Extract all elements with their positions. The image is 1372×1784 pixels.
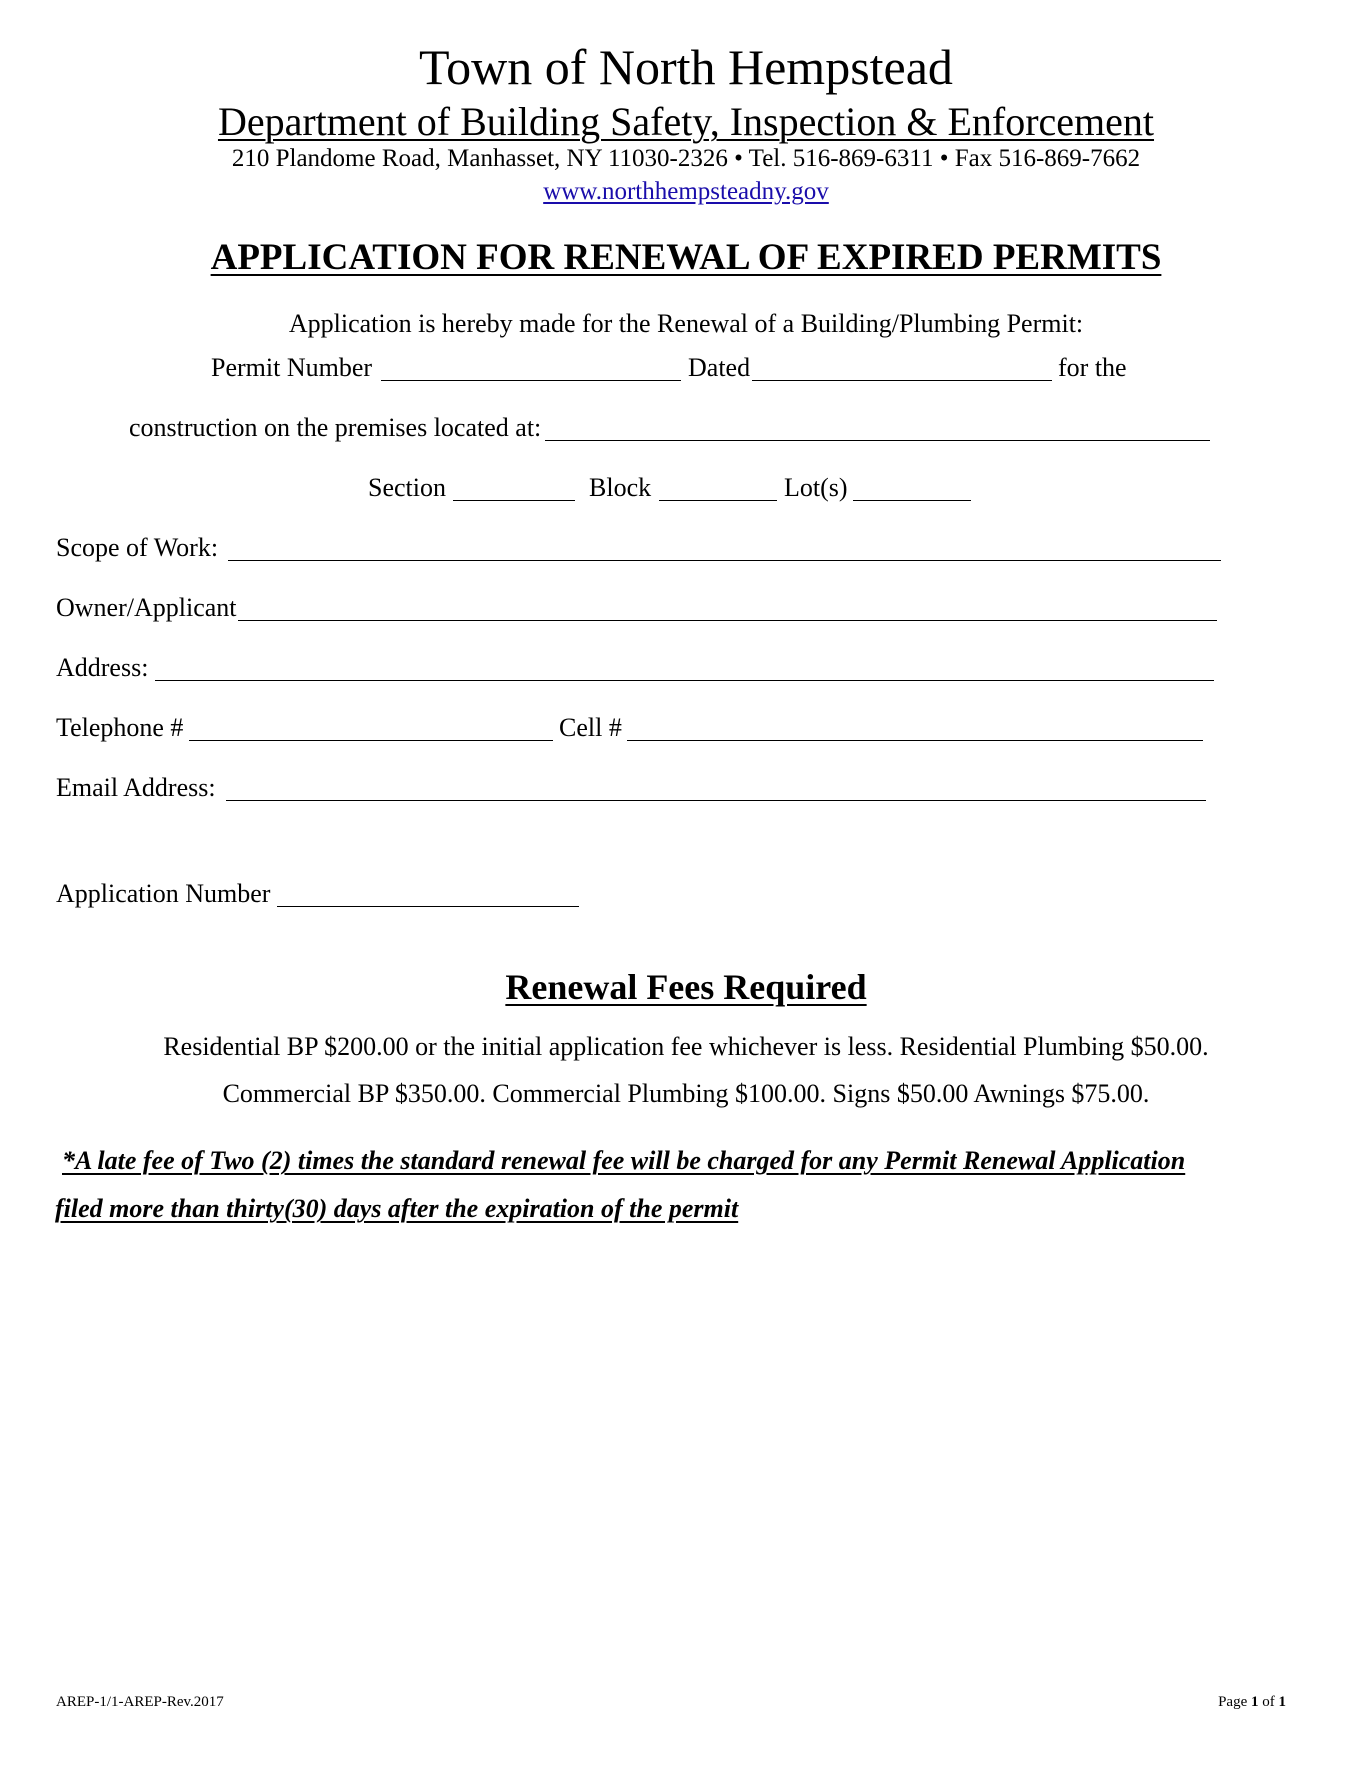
lots-field[interactable] xyxy=(853,500,971,501)
page-current: 1 xyxy=(1251,1694,1259,1710)
lots-label: Lot(s) xyxy=(784,473,848,502)
fees-commercial-text: Commercial BP $350.00. Commercial Plumbing $100.00. Signs $50.00 Awnings $75.00. xyxy=(222,1079,1150,1108)
block-label: Block xyxy=(589,473,652,502)
page-prefix: Page xyxy=(1218,1694,1248,1710)
block-field[interactable] xyxy=(659,500,777,501)
owner-applicant-field[interactable] xyxy=(238,620,1217,621)
dated-field[interactable] xyxy=(752,380,1052,381)
fees-heading: Renewal Fees Required xyxy=(505,967,867,1007)
address-field[interactable] xyxy=(155,680,1214,681)
section-label: Section xyxy=(368,473,446,502)
department-name: Department of Building Safety, Inspection & Enforcement xyxy=(217,99,1155,144)
website-link[interactable]: www.northhempsteadny.gov xyxy=(543,178,829,205)
telephone-label: Telephone # xyxy=(56,713,184,742)
section-field[interactable] xyxy=(453,500,575,501)
permit-number-field[interactable] xyxy=(381,380,681,381)
cell-label: Cell # xyxy=(559,713,622,742)
page-number xyxy=(1218,1694,1286,1711)
permit-number-label: Permit Number xyxy=(211,353,373,382)
page-title: APPLICATION FOR RENEWAL OF EXPIRED PERMITS xyxy=(210,237,1162,278)
form-id: AREP-1/1-AREP-Rev.2017 xyxy=(56,1694,224,1710)
cell-field[interactable] xyxy=(627,740,1203,741)
late-fee-notice-line2: filed more than thirty(30) days after the expiration of the permit xyxy=(55,1194,739,1223)
page-total: 1 xyxy=(1278,1694,1286,1710)
intro-text: Application is hereby made for the Renewal of a Building/Plumbing Permit: xyxy=(288,309,1084,338)
contact-address: 210 Plandome Road, Manhasset, NY 11030-2326 • Tel. 516-869-6311 • Fax 516-869-7662 xyxy=(231,145,1141,172)
email-label: Email Address: xyxy=(56,773,216,802)
application-number-field[interactable] xyxy=(277,906,579,907)
fees-residential-text: Residential BP $200.00 or the initial application fee whichever is less. Residential Plumbing $50.00. xyxy=(163,1032,1209,1061)
page-of: of xyxy=(1262,1694,1275,1710)
email-field[interactable] xyxy=(226,800,1206,801)
late-fee-notice-line1: *A late fee of Two (2) times the standard renewal fee will be charged for any Permit Renewal Application xyxy=(62,1146,1186,1175)
application-number-label: Application Number xyxy=(56,879,271,908)
premises-label: construction on the premises located at: xyxy=(129,413,542,442)
dated-label: Dated xyxy=(688,353,751,382)
premises-field[interactable] xyxy=(545,440,1210,441)
for-the-label: for the xyxy=(1058,353,1127,382)
owner-applicant-label: Owner/Applicant xyxy=(56,593,237,622)
town-name: Town of North Hempstead xyxy=(419,39,953,95)
scope-of-work-label: Scope of Work: xyxy=(56,533,219,562)
telephone-field[interactable] xyxy=(189,740,553,741)
address-label: Address: xyxy=(56,653,149,682)
scope-of-work-field[interactable] xyxy=(228,560,1221,561)
